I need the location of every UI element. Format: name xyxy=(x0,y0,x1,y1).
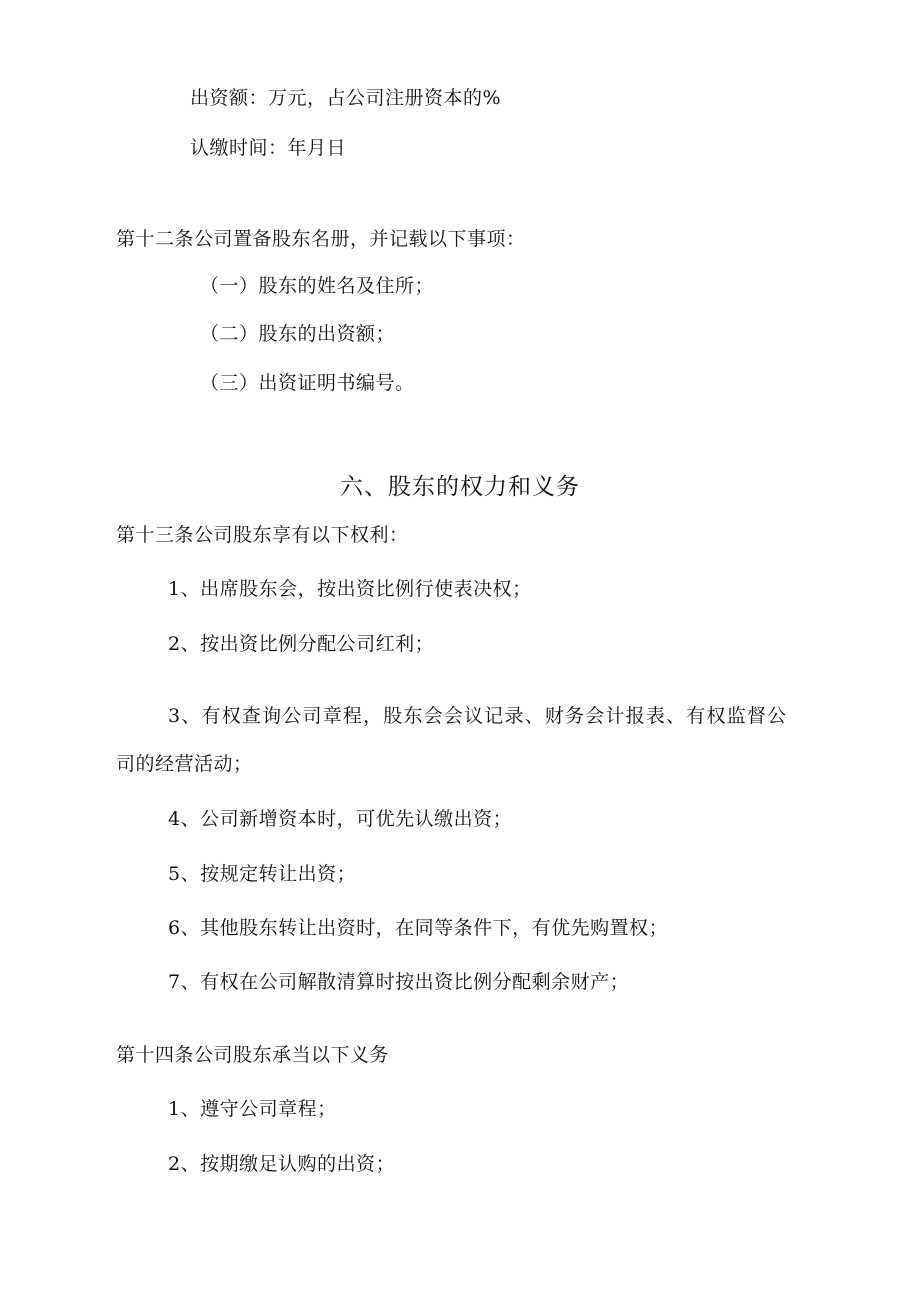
article-14-item: 2、按期缴足认购的出资； xyxy=(168,1153,396,1175)
capital-date-line: 认缴时间：年月日 xyxy=(190,137,347,159)
article-14-title: 第十四条公司股东承当以下义务 xyxy=(116,1044,390,1066)
article-13-item: 7、有权在公司解散清算时按出资比例分配剩余财产； xyxy=(168,971,630,993)
article-13-item: 2、按出资比例分配公司红利； xyxy=(168,633,435,655)
article-13-item-continuation: 司的经营活动； xyxy=(116,753,253,775)
article-12-item: （二）股东的出资额； xyxy=(200,323,396,345)
article-13-item: 5、按规定转让出资； xyxy=(168,863,357,885)
article-13-item: 1、出席股东会，按出资比例行使表决权； xyxy=(168,578,532,600)
article-12-item: （一）股东的姓名及住所； xyxy=(200,275,435,297)
article-13-title: 第十三条公司股东享有以下权利： xyxy=(116,524,409,546)
article-13-item: 3、有权查询公司章程，股东会会议记录、财务会计报表、有权监督公 xyxy=(168,705,788,727)
section-heading: 六、股东的权力和义务 xyxy=(340,474,580,500)
article-13-item: 6、其他股东转让出资时，在同等条件下，有优先购置权； xyxy=(168,917,669,939)
article-12-title: 第十二条公司置备股东名册，并记载以下事项： xyxy=(116,228,526,250)
capital-amount-line: 出资额：万元，占公司注册资本的% xyxy=(190,87,502,109)
article-12-item: （三）出资证明书编号。 xyxy=(200,372,415,394)
article-13-item: 4、公司新增资本时，可优先认缴出资； xyxy=(168,808,513,830)
article-14-item: 1、遵守公司章程； xyxy=(168,1098,337,1120)
